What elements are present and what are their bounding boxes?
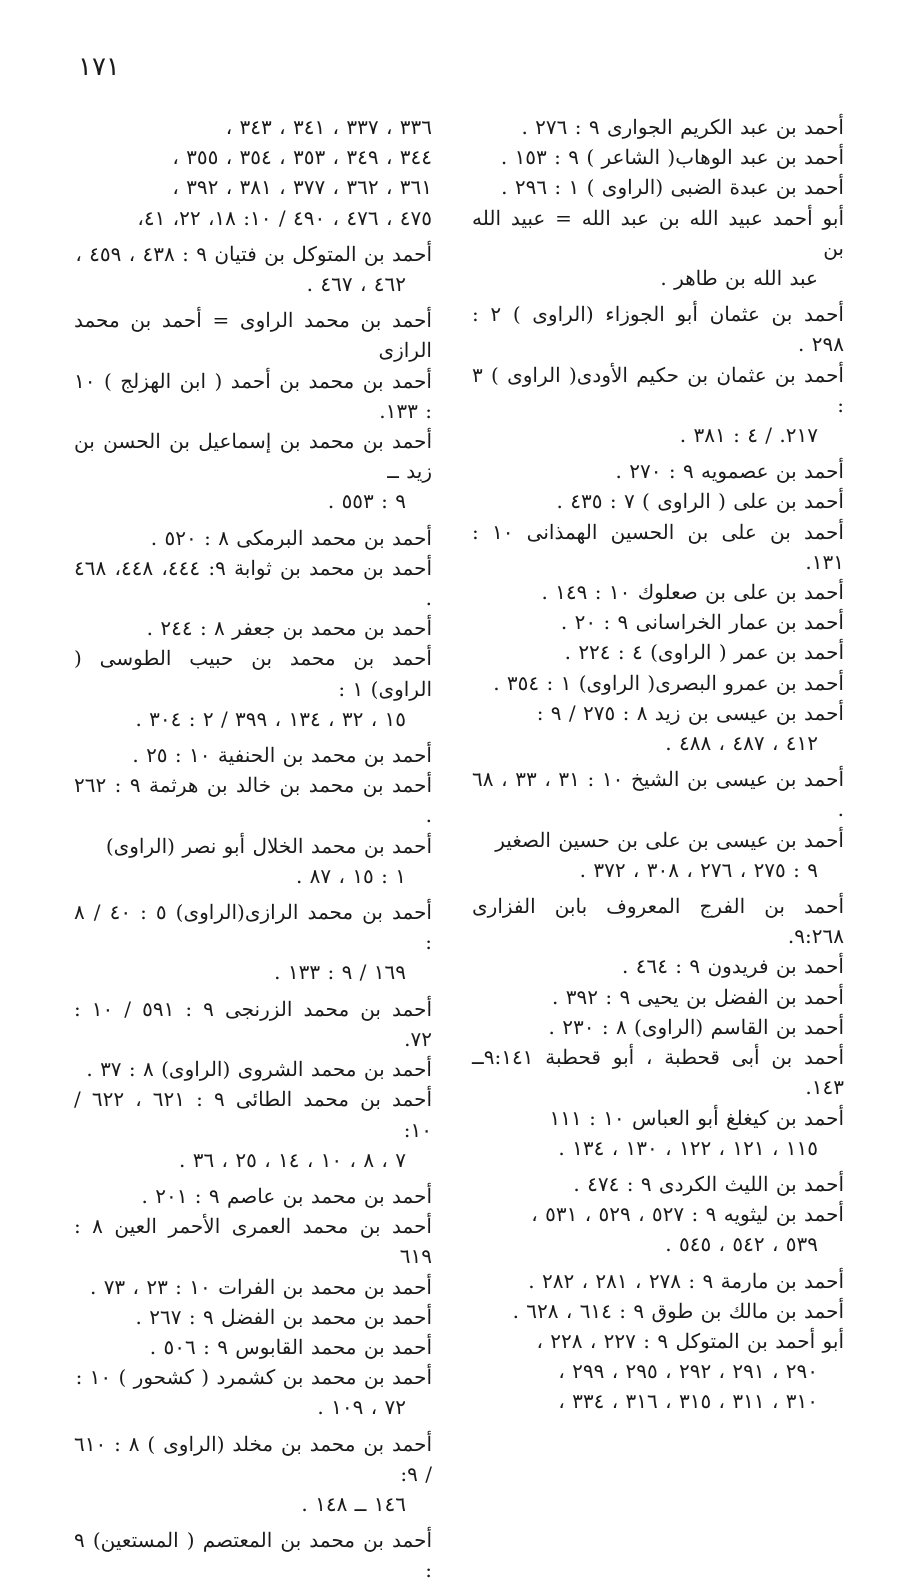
index-entry <box>472 698 844 758</box>
index-entry <box>472 517 844 577</box>
index-entry-line: أحمد بن على بن الحسين الهمذانى ١٠ : ١٣١. <box>472 519 844 574</box>
index-entry-line: ٢٩٠ ، ٢٩١ ، ٢٩٢ ، ٢٩٥ ، ٢٩٩ ، <box>558 1359 818 1384</box>
index-entry-line: ٤١٢ ، ٤٨٧ ، ٤٨٨ . <box>665 731 818 756</box>
index-entry <box>472 1326 844 1417</box>
index-entry-line: أحمد بن محمد بن إسماعيل بن الحسن بن زيد ــ <box>74 429 432 484</box>
index-entry-line: أحمد بن محمد بن جعفر ٨ : ٢٤٤ . <box>146 616 432 641</box>
index-entry <box>74 643 432 734</box>
index-entry-line: أحمد بن محمد الرازى(الراوى) ٥ : ٤٠ / ٨ : <box>74 900 432 955</box>
index-entry-line: أحمد بن فريدون ٩ : ٤٦٤ . <box>621 954 844 979</box>
index-entry-line: أبو أحمد بن المتوكل ٩ : ٢٢٧ ، ٢٢٨ ، <box>536 1328 844 1353</box>
index-entry-line: أحمد بن عثمان أبو الجوزاء (الراوى ) ٢ : ٢٩٨ . <box>472 302 844 357</box>
index-entry-line: أحمد بن محمد بن خالد بن هرثمة ٩ : ٢٦٢ . <box>74 773 432 828</box>
index-entry <box>472 1103 844 1163</box>
index-entry-line: ٧ ، ٨ ، ١٠ ، ١٤ ، ٢٥ ، ٣٦ . <box>178 1147 406 1172</box>
index-column-right <box>472 112 844 1417</box>
index-entry <box>74 1181 432 1211</box>
index-entry <box>74 1332 432 1362</box>
index-entry-line: أحمد بن الفضل بن يحيى ٩ : ٣٩٢ . <box>552 984 844 1009</box>
index-entry <box>472 172 844 202</box>
index-entry-line: أحمد بن محمد القابوس ٩ : ٥٠٦ . <box>149 1334 432 1359</box>
index-entry-line: أحمد بن عيسى بن على بن حسين الصغير <box>495 827 844 852</box>
index-entry-line: أحمد بن مارمة ٩ : ٢٧٨ ، ٢٨١ ، ٢٨٢ . <box>528 1268 844 1293</box>
index-entry-line: أحمد بن محمد بن كشمرد ( كشحور ) ١٠ : <box>75 1365 432 1390</box>
index-entry <box>74 1429 432 1520</box>
index-entry <box>74 1084 432 1175</box>
index-entry <box>472 951 844 981</box>
index-entry-line: ٣٣٦ ، ٣٣٧ ، ٣٤١ ، ٣٤٣ ، <box>225 115 432 139</box>
index-entry <box>74 994 432 1054</box>
page-number: ١٧١ <box>78 52 120 82</box>
index-entry-line: أحمد بن المتوكل بن فتيان ٩ : ٤٣٨ ، ٤٥٩ ، <box>75 241 432 266</box>
index-entry <box>74 1272 432 1302</box>
index-entry-line: ٩ : ٢٧٥ ، ٢٧٦ ، ٣٠٨ ، ٣٧٢ . <box>579 857 818 882</box>
index-entry <box>74 1211 432 1271</box>
index-entry <box>472 1012 844 1042</box>
index-entry-line: أحمد بن محمد بن الفرات ١٠ : ٢٣ ، ٧٣ . <box>89 1274 432 1299</box>
index-entry <box>472 637 844 667</box>
index-entry <box>472 299 844 359</box>
index-entry-line: أحمد بن محمد بن حبيب الطوسى ( الراوى) ١ : <box>74 646 432 701</box>
index-entry <box>74 770 432 830</box>
index-entry <box>74 239 432 299</box>
index-entry-line: أحمد بن عيسى بن زيد ٨ : ٢٧٥ / ٩ : <box>536 700 844 725</box>
index-entry <box>74 1525 432 1585</box>
index-entry-line: أبو أحمد عبيد الله بن عبد الله = عبيد الله بن <box>472 205 844 260</box>
index-entry-line: أحمد بن القاسم (الراوى) ٨ : ٢٣٠ . <box>548 1014 844 1039</box>
index-entry <box>74 897 432 988</box>
index-entry <box>472 577 844 607</box>
index-entry-line: ١ : ١٥ ، ٨٧ . <box>295 863 406 888</box>
index-entry-line: أحمد بن محمد بن عاصم ٩ : ٢٠١ . <box>141 1183 432 1208</box>
index-entry <box>472 982 844 1012</box>
index-column-left <box>74 112 432 1586</box>
index-entry-line: أحمد بن محمد بن الحنفية ١٠ : ٢٥ . <box>132 743 432 768</box>
index-entry <box>74 112 432 233</box>
index-entry-line: أحمد بن الفرج المعروف بابن الفزارى ٩:٢٦٨. <box>472 894 844 949</box>
index-entry-line: ٢١٧. / ٤ : ٣٨١ . <box>679 423 818 448</box>
index-entry-line: أحمد بن محمد بن أحمد ( ابن الهزلج ) ١٠ : ١٣٣. <box>74 368 432 423</box>
index-entry-line: أحمد بن عبدة الضبى (الراوى ) ١ : ٢٩٦ . <box>501 175 844 200</box>
index-entry-line: أحمد بن عمرو البصرى( الراوى) ١ : ٣٥٤ . <box>493 670 844 695</box>
index-entry <box>472 891 844 951</box>
index-entry-line: أحمد بن محمد بن المعتصم ( المستعين) ٩ : <box>74 1528 432 1583</box>
index-entry-line: أحمد بن محمد بن ثوابة ٩: ٤٤٤، ٤٤٨، ٤٦٨ . <box>74 555 433 611</box>
index-entry <box>472 142 844 172</box>
index-entry-line: أحمد بن مالك بن طوق ٩ : ٦١٤ ، ٦٢٨ . <box>512 1298 844 1323</box>
index-entry <box>74 740 432 770</box>
index-entry <box>472 1199 844 1259</box>
index-entry <box>74 1054 432 1084</box>
index-entry-line: ٣٦١ ، ٣٦٢ ، ٣٧٧ ، ٣٨١ ، ٣٩٢ ، <box>172 175 432 200</box>
index-entry-line: أحمد بن محمد الشروى (الراوى) ٨ : ٣٧ . <box>86 1057 432 1082</box>
index-entry-line: أحمد بن محمد الزرنجى ٩ : ٥٩١ / ١٠ : ٧٢. <box>74 996 433 1051</box>
index-entry <box>74 426 432 517</box>
index-entry-line: ٣٤٤ ، ٣٤٩ ، ٣٥٣ ، ٣٥٤ ، ٣٥٥ ، <box>172 145 432 170</box>
index-entry-line: أحمد بن على بن صعلوك ١٠ : ١٤٩ . <box>541 580 844 605</box>
index-entry-line: أحمد بن عمر ( الراوى) ٤ : ٢٢٤ . <box>564 640 844 665</box>
index-entry <box>472 668 844 698</box>
index-entry <box>74 1362 432 1422</box>
index-entry-line: ٤٦٢ ، ٤٦٧ . <box>306 272 406 297</box>
index-entry-line: أحمد بن محمد بن الفضل ٩ : ٢٦٧ . <box>135 1304 432 1329</box>
index-entry <box>472 764 844 824</box>
index-entry-line: أحمد بن محمد الراوى = أحمد بن محمد الرازى <box>74 308 432 363</box>
index-entry-line: ٩ : ٥٥٣ . <box>327 489 406 514</box>
index-entry-line: ١٦٩ / ٩ : ١٣٣ . <box>274 960 406 985</box>
index-entry <box>472 1296 844 1326</box>
index-entry <box>472 1169 844 1199</box>
index-entry-line: ١١٥ ، ١٢١ ، ١٢٢ ، ١٣٠ ، ١٣٤ . <box>558 1135 818 1160</box>
index-entry <box>472 1042 844 1102</box>
index-entry <box>472 203 844 294</box>
index-entry-line: أحمد بن عبد الوهاب( الشاعر ) ٩ : ١٥٣ . <box>500 145 844 170</box>
index-entry-line: أحمد بن عثمان بن حكيم الأودى( الراوى ) ٣ : <box>472 362 844 417</box>
index-entry-line: عبد الله بن طاهر . <box>660 266 818 291</box>
index-entry-line: ٥٣٩ ، ٥٤٢ ، ٥٤٥ . <box>665 1232 818 1257</box>
index-entry <box>74 366 432 426</box>
index-entry <box>472 1266 844 1296</box>
index-entry <box>472 825 844 885</box>
index-entry-line: أحمد بن أبى قحطبة ، أبو قحطبة ٩:١٤١ــ ١٤٣. <box>472 1045 844 1100</box>
index-entry <box>74 553 432 613</box>
index-entry-line: أحمد بن عصمويه ٩ : ٢٧٠ . <box>615 459 844 484</box>
index-entry-line: أحمد بن محمد البرمكى ٨ : ٥٢٠ . <box>150 525 432 550</box>
index-entry-line: أحمد بن كيغلغ أبو العباس ١٠ : ١١١ <box>549 1105 844 1130</box>
index-entry-line: أحمد بن محمد الطائى ٩ : ٦٢١ ، ٦٢٢ / ١٠: <box>74 1087 433 1142</box>
index-entry-line: ١٤٦ ــ ١٤٨ . <box>301 1491 406 1516</box>
index-entry <box>472 456 844 486</box>
index-entry-line: أحمد بن محمد بن مخلد (الراوى ) ٨ : ٦١٠ / ٩: <box>74 1431 432 1486</box>
index-entry-line: ٣١٠ ، ٣١١ ، ٣١٥ ، ٣١٦ ، ٣٣٤ ، <box>558 1389 818 1414</box>
index-entry-line: أحمد بن عمار الخراسانى ٩ : ٢٠ . <box>560 610 844 635</box>
index-entry-line: أحمد بن الليث الكردى ٩ : ٤٧٤ . <box>573 1171 844 1196</box>
index-entry <box>472 112 844 142</box>
index-entry-line: أحمد بن على ( الراوى ) ٧ : ٤٣٥ . <box>556 489 844 514</box>
index-entry <box>472 607 844 637</box>
index-entry-line: ٧٢ ، ١٠٩ . <box>317 1395 406 1420</box>
index-entry <box>472 486 844 516</box>
index-entry <box>472 360 844 451</box>
index-entry-line: أحمد بن محمد العمرى الأحمر العين ٨ : ٦١٩ <box>74 1214 432 1269</box>
index-entry-line: ٤٧٥ ، ٤٧٦ ، ٤٩٠ / ١٠: ١٨، ٢٢، ٤١، <box>137 205 432 230</box>
index-entry <box>74 1302 432 1332</box>
index-entry-line: أحمد بن عبد الكريم الجوارى ٩ : ٢٧٦ . <box>521 115 844 139</box>
index-entry <box>74 305 432 365</box>
index-entry-line: ١٥ ، ٣٢ ، ١٣٤ ، ٣٩٩ / ٢ : ٣٠٤ . <box>135 706 406 731</box>
index-entry <box>74 523 432 553</box>
index-entry-line: أحمد بن ليثويه ٩ : ٥٢٧ ، ٥٢٩ ، ٥٣١ ، <box>531 1202 844 1227</box>
index-entry-line: أحمد بن عيسى بن الشيخ ١٠ : ٣١ ، ٣٣ ، ٦٨ . <box>472 767 844 822</box>
index-entry-line: أحمد بن محمد الخلال أبو نصر (الراوى) <box>105 833 432 858</box>
index-entry <box>74 613 432 643</box>
index-entry <box>74 831 432 891</box>
